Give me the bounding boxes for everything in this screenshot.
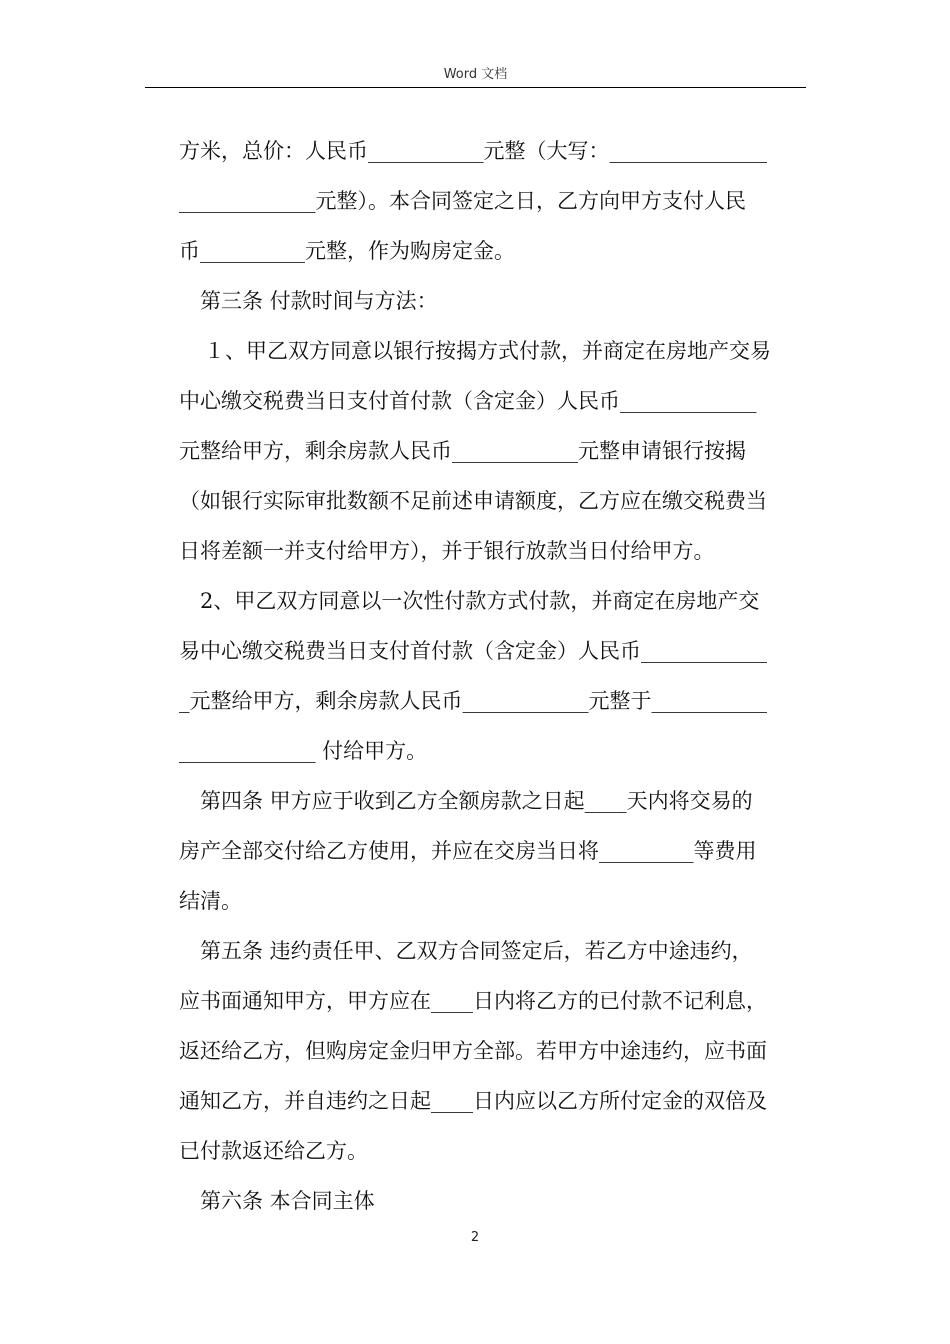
text-line: 通知乙方，并自违约之日起____日内应以乙方所付定金的双倍及 [179,1089,767,1113]
text-line: 日将差额一并支付给甲方），并于银行放款当日付给甲方。 [179,539,715,563]
text-line: _____________元整）。本合同签定之日，乙方向甲方支付人民 [179,189,746,213]
text-line: 币__________元整，作为购房定金。 [179,239,515,263]
text-line: 房产全部交付给乙方使用，并应在交房当日将_________等费用 [179,839,757,863]
text-line: 结清。 [179,889,242,913]
article-heading: 第三条 付款时间与方法： [200,289,438,313]
text-line: 应书面通知甲方，甲方应在____日内将乙方的已付款不记利息， [179,989,767,1013]
text-line: １、甲乙双方同意以银行按揭方式付款，并商定在房地产交易 [204,339,771,363]
text-line: 易中心缴交税费当日支付首付款（含定金）人民币____________ [179,639,767,663]
header-divider [145,87,806,88]
text-line: 2、甲乙双方同意以一次性付款方式付款，并商定在房地产交 [200,589,760,613]
text-line: 元整给甲方，剩余房款人民币____________元整申请银行按揭 [179,439,746,463]
text-line: 方米，总价：人民币___________元整（大写：_______________ [179,139,767,163]
article-heading: 第六条 本合同主体 [200,1189,375,1213]
text-line: 中心缴交税费当日支付首付款（含定金）人民币_____________ [179,389,757,413]
article-heading: 第四条 甲方应于收到乙方全额房款之日起____天内将交易的 [200,789,753,813]
text-line: （如银行实际审批数额不足前述申请额度，乙方应在缴交税费当 [179,489,767,513]
article-heading: 第五条 违约责任甲、乙双方合同签定后，若乙方中途违约， [200,939,753,963]
text-line: 已付款返还给乙方。 [179,1139,368,1163]
text-line: 返还给乙方，但购房定金归甲方全部。若甲方中途违约，应书面 [179,1039,767,1063]
page-header-title: Word 文档 [443,67,508,82]
page-number: 2 [470,1230,480,1245]
document-body [179,126,806,1226]
text-line: _元整给甲方，剩余房款人民币____________元整于___________ [179,689,767,713]
text-line: _____________ 付给甲方。 [179,739,428,763]
